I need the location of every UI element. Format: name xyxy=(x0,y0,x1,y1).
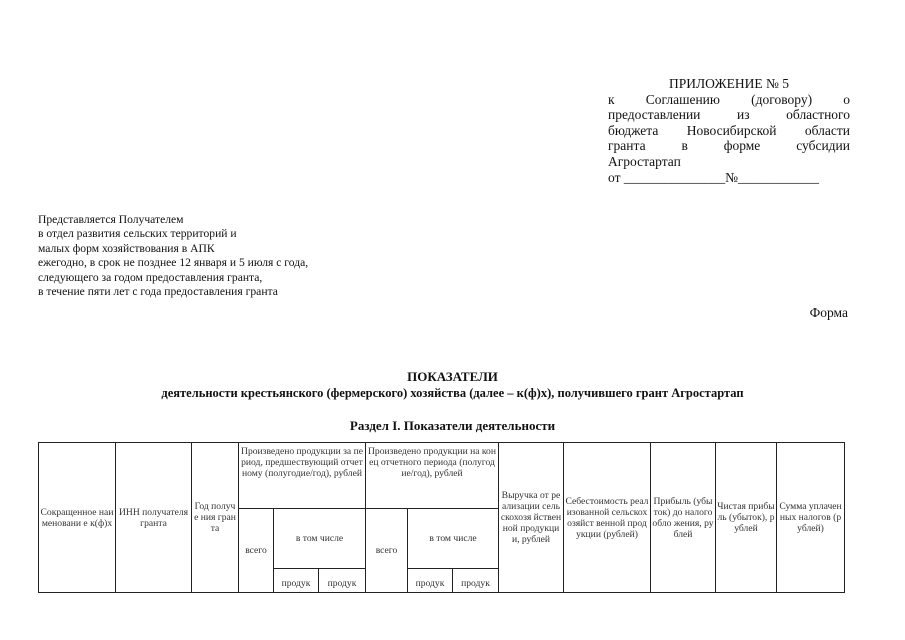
indicators-table xyxy=(38,442,845,593)
header-end-product-1: продук xyxy=(408,569,453,593)
document-subtitle: деятельности крестьянского (фермерского) хозяйства (далее – к(ф)х), получившего грант Агростартап xyxy=(161,386,744,400)
submission-notice xyxy=(38,213,308,299)
document-title: ПОКАЗАТЕЛИ xyxy=(407,369,498,384)
notice-line: в течение пяти лет с года предоставления гранта xyxy=(38,285,278,299)
appendix-block xyxy=(608,76,850,185)
notice-line: ежегодно, в срок не позднее 12 января и 5 июля с года, xyxy=(38,256,309,270)
appendix-date-number-line: от _______________№____________ xyxy=(608,169,819,185)
appendix-title: ПРИЛОЖЕНИЕ № 5 xyxy=(668,76,790,91)
form-label: Форма xyxy=(809,305,848,320)
notice-line: следующего за годом предоставления гранта, xyxy=(38,270,263,284)
header-end-product-2: продук xyxy=(453,569,499,593)
appendix-line: бюджета Новосибирской области xyxy=(608,122,850,138)
header-prev-product-1: продук xyxy=(274,569,319,593)
header-taxes: Сумма уплаченных налогов (рублей) xyxy=(777,443,845,593)
notice-line: в отдел развития сельских территорий и xyxy=(38,227,237,241)
header-cost: Себестоимость реализованной сельскохозяйст венной продукции (рублей) xyxy=(564,443,651,593)
appendix-line: предоставлении из областного xyxy=(608,107,850,123)
header-produced-prev-period: Произведено продукции за период, предшествующий отчетному (полугодие/год), рублей xyxy=(239,443,366,509)
header-produced-end-period: Произведено продукции на конец отчетного периода (полугодие/год), рублей xyxy=(366,443,499,509)
header-prev-product-2: продук xyxy=(319,569,366,593)
appendix-line: гранта в форме субсидии xyxy=(608,138,850,154)
header-end-including: в том числе xyxy=(408,509,499,569)
header-net-profit: Чистая прибыль (убыток), рублей xyxy=(716,443,777,593)
header-end-total: всего xyxy=(366,509,408,593)
notice-line: малых форм хозяйствования в АПК xyxy=(38,241,215,255)
header-profit-before-tax: Прибыль (убыток) до налогообло жения, рублей xyxy=(651,443,716,593)
header-short-name: Сокращенное наименовани е к(ф)х xyxy=(39,443,116,593)
header-revenue: Выручка от реализации сельскохозя йственной продукции, рублей xyxy=(499,443,564,593)
header-inn: ИНН получателя гранта xyxy=(116,443,192,593)
section-title: Раздел I. Показатели деятельности xyxy=(349,418,556,433)
header-prev-including: в том числе xyxy=(274,509,366,569)
document-heading xyxy=(0,369,905,401)
header-grant-year: Год получе ния гранта xyxy=(192,443,239,593)
header-prev-total: всего xyxy=(239,509,274,593)
notice-line: Представляется Получателем xyxy=(38,213,184,226)
appendix-line: Агростартап xyxy=(608,153,681,169)
appendix-line: к Соглашению (договору) о xyxy=(608,91,850,107)
